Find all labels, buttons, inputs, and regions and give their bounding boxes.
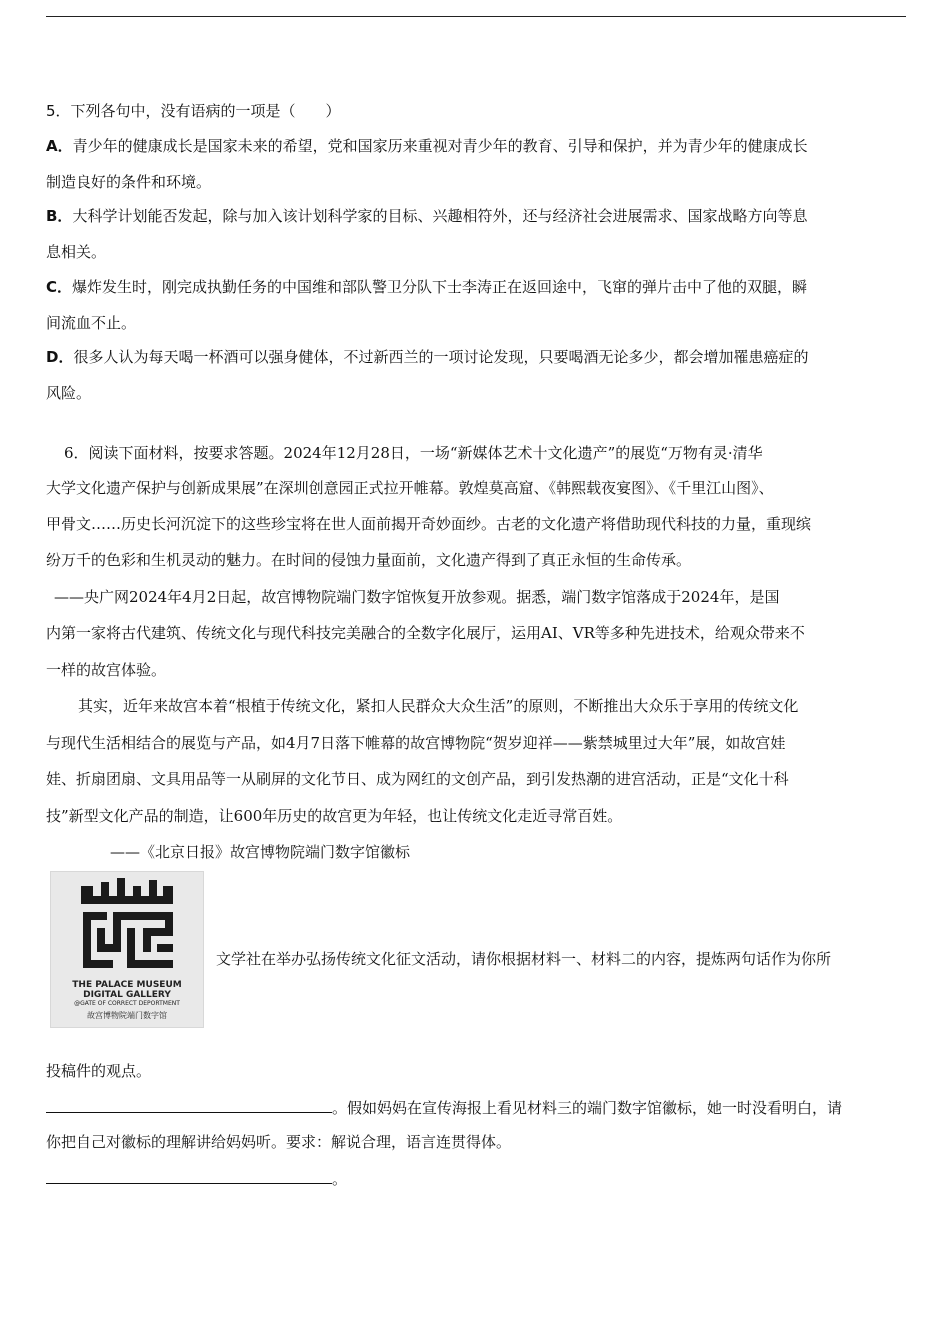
option-label: D． bbox=[46, 348, 74, 366]
q6-paragraph-line: 甲骨文……历史长河沉淀下的这些珍宝将在世人面前揭开奇妙面纱。古老的文化遗产将借助现代科技的力量，重现缤 bbox=[46, 515, 812, 533]
q6-source-line: ——《北京日报》故宫博物院端门数字馆徽标 bbox=[110, 843, 411, 861]
q6-paragraph-line: 娃、折扇团扇、文具用品等一从刷屏的文化节日、成为网红的文创产品，到引发热潮的进宫活动，正是“文化十科 bbox=[46, 770, 789, 788]
q5-option-b-cont: 息相关。 bbox=[46, 243, 107, 261]
option-text: 爆炸发生时，刚完成执勤任务的中国维和部队警卫分队下士李涛正在返回途中，飞窜的弹片击中了他的双腿，瞬 bbox=[72, 278, 808, 296]
option-label: A． bbox=[46, 137, 73, 155]
option-label: C． bbox=[46, 278, 73, 296]
logo-line: DIGITAL GALLERY bbox=[83, 990, 171, 1000]
q5-option-a-cont: 制造良好的条件和环境。 bbox=[46, 173, 212, 191]
maze-emblem-icon bbox=[51, 872, 203, 978]
q5-option-c-cont: 间流血不止。 bbox=[46, 314, 137, 332]
q5-option-c bbox=[46, 277, 807, 297]
q5-option-d bbox=[46, 347, 808, 367]
answer-blank[interactable] bbox=[46, 1167, 332, 1184]
q5-stem: 5．下列各句中，没有语病的一项是（ ） bbox=[46, 102, 341, 120]
q6-paragraph-line: 大学文化遗产保护与创新成果展”在深圳创意园正式拉开帷幕。敦煌莫高窟、《韩熙载夜宴图》、《千里江山图》、 bbox=[46, 479, 774, 497]
q5-option-a bbox=[46, 136, 808, 156]
q5-option-d-cont: 风险。 bbox=[46, 384, 92, 402]
q6-task-line bbox=[46, 1167, 347, 1189]
logo-line: 故宫博物院端门数字馆 bbox=[87, 1011, 167, 1020]
q6-paragraph-line: 与现代生活相结合的展览与产品，如4月7日落下帷幕的故宫博物院“贺岁迎祥——紫禁城里过大年”展，如故宫娃 bbox=[46, 734, 786, 752]
option-text: 青少年的健康成长是国家未来的希望，党和国家历来重视对青少年的教育、引导和保护，并为青少年的健康成长 bbox=[72, 137, 808, 155]
q6-task-line: 投稿件的观点。 bbox=[46, 1062, 152, 1080]
q6-paragraph-line: ——央广网2024年4月2日起，故宫博物院端门数字馆恢复开放参观。据悉，端门数字馆落成于2024年，是国 bbox=[54, 588, 780, 606]
q6-task-line: 你把自己对徽标的理解讲给妈妈听。要求：解说合理，语言连贯得体。 bbox=[46, 1133, 512, 1151]
q6-paragraph-line: 一样的故宫体验。 bbox=[46, 661, 167, 679]
q6-paragraph-line: 其实，近年来故宫本着“根植于传统文化，紧扣人民群众大众生活”的原则，不断推出大众乐于享用的传统文化 bbox=[78, 697, 799, 715]
q6-paragraph-line: 6．阅读下面材料，按要求答题。2024年12月28日，一场“新媒体艺术十文化遗产”的展览“万物有灵·清华 bbox=[64, 444, 763, 462]
q6-task-line bbox=[46, 1096, 842, 1118]
digital-gallery-logo bbox=[50, 871, 204, 1028]
q6-task-text: 。 bbox=[332, 1170, 348, 1188]
q5-option-b bbox=[46, 206, 807, 226]
q6-paragraph-line: 纷万千的色彩和生机灵动的魅力。在时间的侵蚀力量面前，文化遗产得到了真正永恒的生命传承。 bbox=[46, 551, 692, 569]
q6-paragraph-line: 内第一家将古代建筑、传统文化与现代科技完美融合的全数字化展厅，运用AI、VR等多种先进技术，给观众带来不 bbox=[46, 624, 805, 642]
header-rule bbox=[46, 16, 906, 17]
logo-line: @GATE OF CORRECT DEPORTMENT bbox=[74, 1000, 180, 1007]
answer-blank[interactable] bbox=[46, 1096, 332, 1113]
q6-task-line: 文学社在举办弘扬传统文化征文活动，请你根据材料一、材料二的内容，提炼两句话作为你所 bbox=[216, 950, 832, 968]
q6-task-text: 。假如妈妈在宣传海报上看见材料三的端门数字馆徽标，她一时没看明白，请 bbox=[332, 1099, 843, 1117]
logo-line: THE PALACE MUSEUM bbox=[72, 980, 182, 990]
option-text: 大科学计划能否发起，除与加入该计划科学家的目标、兴趣相符外，还与经济社会进展需求、国家战略方向等息 bbox=[72, 207, 808, 225]
q6-paragraph-line: 技”新型文化产品的制造，让600年历史的故宫更为年轻，也让传统文化走近寻常百姓。 bbox=[46, 807, 623, 825]
option-label: B． bbox=[46, 207, 73, 225]
option-text: 很多人认为每天喝一杯酒可以强身健体，不过新西兰的一项讨论发现，只要喝酒无论多少，都会增加罹患癌症的 bbox=[73, 348, 809, 366]
